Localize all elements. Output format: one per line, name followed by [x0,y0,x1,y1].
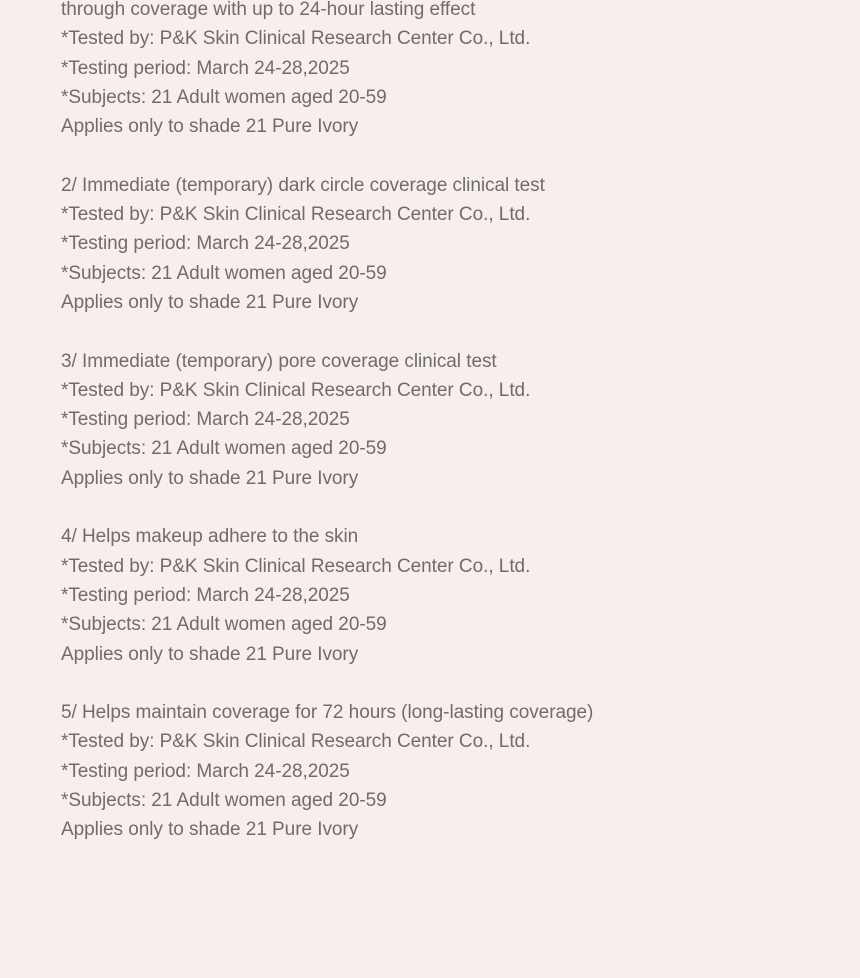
shade-note-line: Applies only to shade 21 Pure Ivory [61,819,359,841]
clinical-test-block-2 [61,171,821,317]
testing-period-line: *Testing period: March 24-28,2025 [61,760,350,782]
test-title: 2/ Immediate (temporary) dark circle coverage clinical test [61,174,545,196]
subjects-line: *Subjects: 21 Adult women aged 20-59 [61,262,387,284]
subjects-line: *Subjects: 21 Adult women aged 20-59 [61,790,387,812]
shade-note-line: Applies only to shade 21 Pure Ivory [61,116,359,138]
test-title: 4/ Helps makeup adhere to the skin [61,526,359,548]
block-spacer [61,317,821,346]
shade-note-line: Applies only to shade 21 Pure Ivory [61,291,359,313]
tested-by-line: *Tested by: P&K Skin Clinical Research Center Co., Ltd. [61,731,531,753]
block-spacer [61,141,821,170]
shade-note-line: Applies only to shade 21 Pure Ivory [61,643,359,665]
clinical-test-block-4 [61,522,821,668]
clinical-test-block-3 [61,347,821,493]
test-title: 3/ Immediate (temporary) pore coverage clinical test [61,350,497,372]
test-title-partial: through coverage with up to 24-hour lasting effect [61,0,476,20]
clinical-test-block-5 [61,698,821,844]
testing-period-line: *Testing period: March 24-28,2025 [61,584,350,606]
testing-period-line: *Testing period: March 24-28,2025 [61,233,350,255]
block-spacer [61,493,821,522]
subjects-line: *Subjects: 21 Adult women aged 20-59 [61,614,387,636]
test-title: 5/ Helps maintain coverage for 72 hours (long-lasting coverage) [61,702,594,724]
tested-by-line: *Tested by: P&K Skin Clinical Research Center Co., Ltd. [61,28,531,50]
testing-period-line: *Testing period: March 24-28,2025 [61,409,350,431]
block-spacer [61,669,821,698]
shade-note-line: Applies only to shade 21 Pure Ivory [61,467,359,489]
clinical-test-disclaimer [61,0,821,845]
clinical-test-block-1 [61,0,821,141]
tested-by-line: *Tested by: P&K Skin Clinical Research Center Co., Ltd. [61,379,531,401]
testing-period-line: *Testing period: March 24-28,2025 [61,57,350,79]
subjects-line: *Subjects: 21 Adult women aged 20-59 [61,438,387,460]
tested-by-line: *Tested by: P&K Skin Clinical Research Center Co., Ltd. [61,204,531,226]
subjects-line: *Subjects: 21 Adult women aged 20-59 [61,86,387,108]
tested-by-line: *Tested by: P&K Skin Clinical Research Center Co., Ltd. [61,555,531,577]
